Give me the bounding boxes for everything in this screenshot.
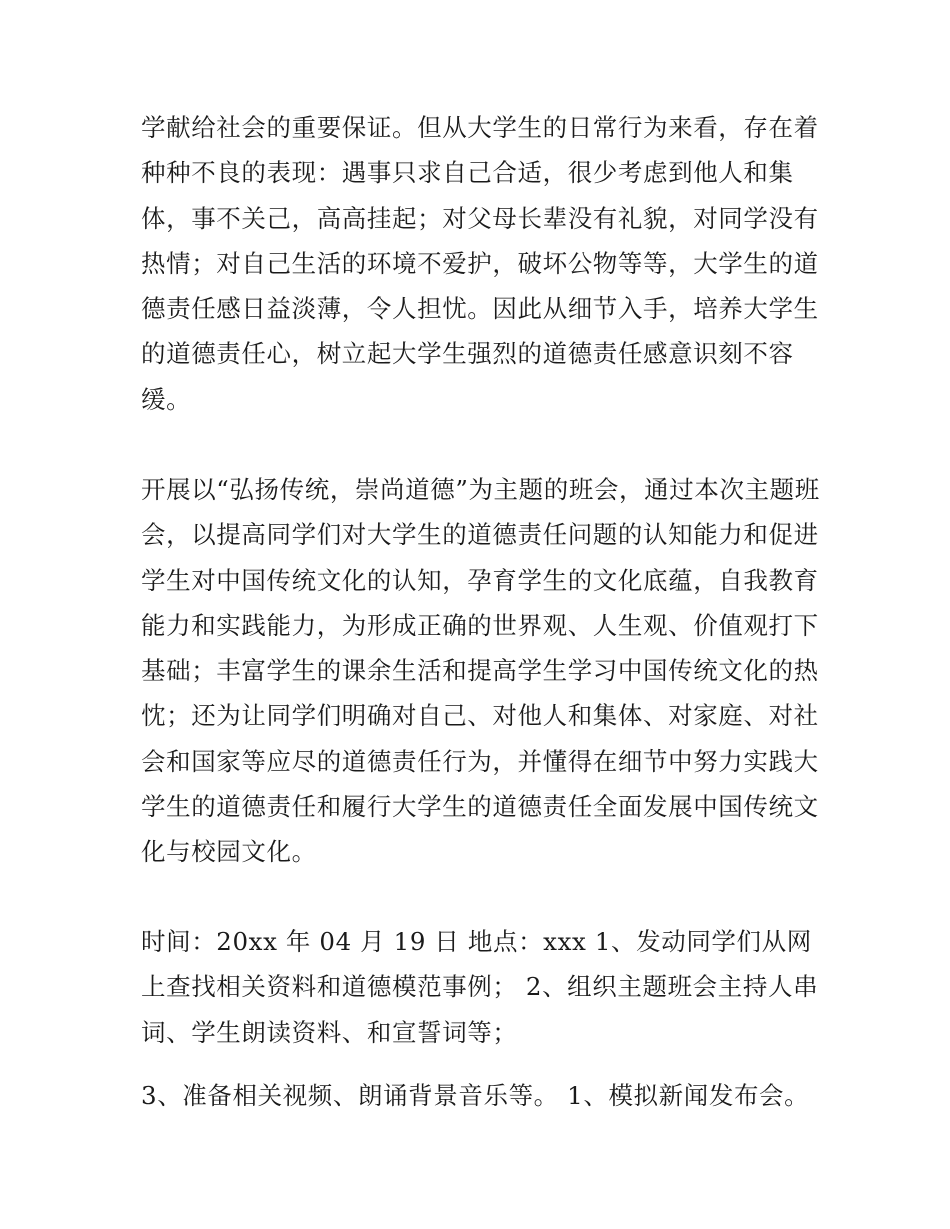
paragraph-time-place-prep: 时间：20xx 年 04 月 19 日 地点：xxx 1、发动同学们从网上查找相关资料和道德模范事例； 2、组织主题班会主持人串词、学生朗读资料、和宣誓词等； bbox=[141, 927, 819, 1047]
paragraph-purpose: 学献给社会的重要保证。但从大学生的日常行为来看，存在着种种不良的表现：遇事只求自己合适，很少考虑到他人和集体，事不关己，高高挂起；对父母长辈没有礼貌，对同学没有热情；对自己生活的环境不爱护，破坏公物等等，大学生的道德责任感日益淡薄，令人担忧。因此从细节入手，培养大学生的道德责任心，树立起大学生强烈的道德责任感意识刻不容缓。 bbox=[141, 113, 819, 414]
paragraph-goals: 开展以“弘扬传统，崇尚道德”为主题的班会，通过本次主题班会，以提高同学们对大学生的道德责任问题的认知能力和促进学生对中国传统文化的认知，孕育学生的文化底蕴，自我教育能力和实践能力，为形成正确的世界观、人生观、价值观打下基础；丰富学生的课余生活和提高学生学习中国传统文化的热忱；还为让同学们明确对自己、对他人和集体、对家庭、对社会和国家等应尽的道德责任行为，并懂得在细节中努力实践大学生的道德责任和履行大学生的道德责任全面发展中国传统文化与校园文化。 bbox=[141, 475, 820, 867]
paragraph-prep-continued: 3、准备相关视频、朗诵背景音乐等。 1、模拟新闻发布会。 bbox=[141, 1081, 810, 1110]
